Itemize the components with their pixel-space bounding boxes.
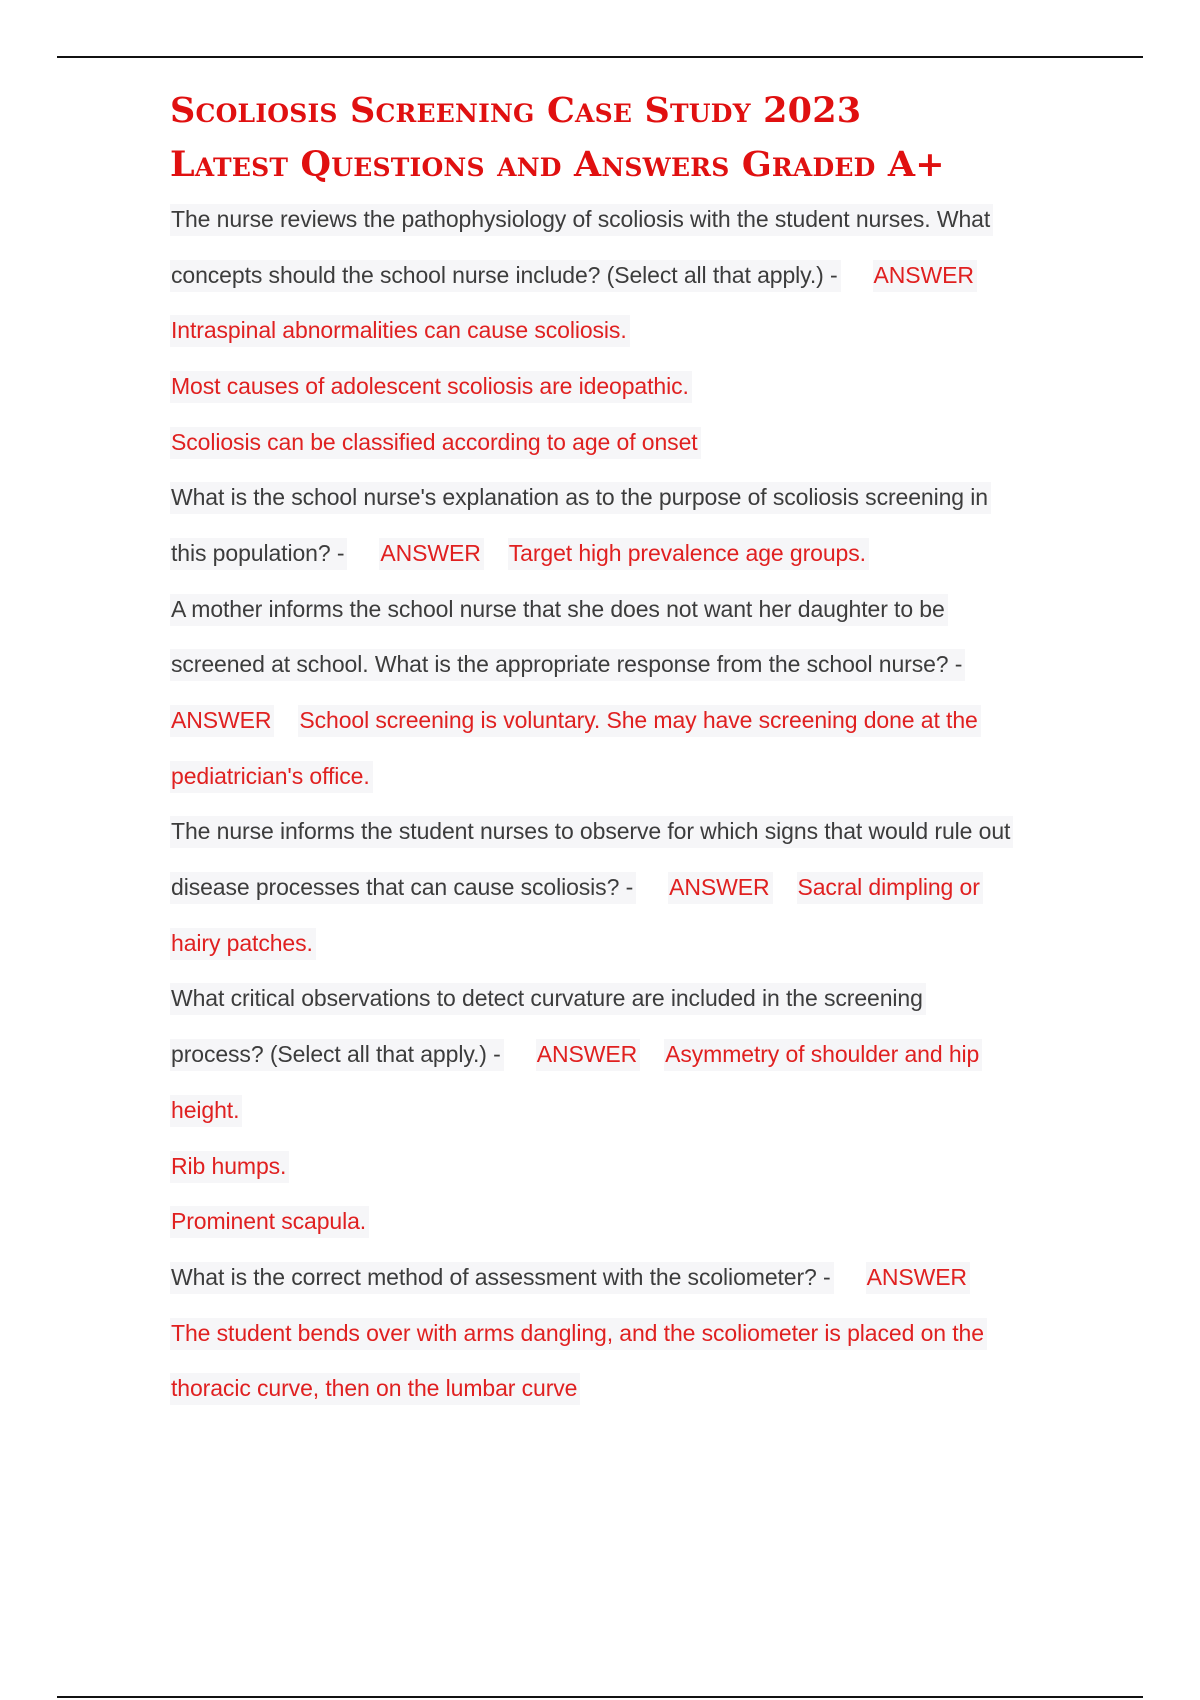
answer-text: The student bends over with arms dangling, and the scoliometer is placed on the bbox=[170, 1318, 987, 1350]
answer-text: hairy patches. bbox=[170, 928, 316, 960]
answer-label: ANSWER bbox=[170, 705, 274, 737]
question-text: The nurse informs the student nurses to observe for which signs that would rule out bbox=[170, 816, 1013, 848]
question-2-line-1 bbox=[170, 470, 1090, 526]
answer-3-line-1 bbox=[170, 693, 1090, 749]
answer-text: School screening is voluntary. She may have screening done at the bbox=[298, 705, 980, 737]
document-title bbox=[170, 84, 1090, 192]
answer-1-item-1 bbox=[170, 303, 1090, 359]
question-text: screened at school. What is the appropriate response from the school nurse? - bbox=[170, 649, 965, 681]
question-text: disease processes that can cause scoliosis? - bbox=[170, 872, 636, 904]
question-text: process? (Select all that apply.) - bbox=[170, 1039, 504, 1071]
answer-1-item-2 bbox=[170, 359, 1090, 415]
answer-label: ANSWER bbox=[379, 538, 483, 570]
answer-text: height. bbox=[170, 1095, 242, 1127]
title-line-2: Latest Questions and Answers Graded A+ bbox=[170, 144, 945, 185]
document-page bbox=[170, 84, 1090, 1417]
answer-label: ANSWER bbox=[873, 260, 977, 292]
question-3-line-2 bbox=[170, 638, 1090, 694]
answer-4-line-2 bbox=[170, 916, 1090, 972]
question-4-line-1 bbox=[170, 805, 1090, 861]
question-1-line-2 bbox=[170, 248, 1090, 304]
question-text: A mother informs the school nurse that she does not want her daughter to be bbox=[170, 594, 948, 626]
question-text: What critical observations to detect curvature are included in the screening bbox=[170, 983, 926, 1015]
answer-1-item-3 bbox=[170, 415, 1090, 471]
title-line-1: Scoliosis Screening Case Study 2023 bbox=[170, 90, 862, 131]
answer-text: Most causes of adolescent scoliosis are ideopathic. bbox=[170, 371, 692, 403]
answer-label: ANSWER bbox=[536, 1039, 640, 1071]
question-5-line-2 bbox=[170, 1027, 1090, 1083]
answer-3-line-2 bbox=[170, 749, 1090, 805]
answer-5-item-3 bbox=[170, 1194, 1090, 1250]
answer-5-item-1 bbox=[170, 1083, 1090, 1139]
bottom-rule bbox=[57, 1696, 1143, 1698]
question-text: this population? - bbox=[170, 538, 347, 570]
answer-label: ANSWER bbox=[668, 872, 772, 904]
answer-text: Intraspinal abnormalities can cause scoliosis. bbox=[170, 315, 630, 347]
answer-text: Prominent scapula. bbox=[170, 1206, 369, 1238]
answer-text: thoracic curve, then on the lumbar curve bbox=[170, 1373, 580, 1405]
answer-5-item-2 bbox=[170, 1139, 1090, 1195]
question-text: concepts should the school nurse include? (Select all that apply.) - bbox=[170, 260, 841, 292]
answer-text: pediatrician's office. bbox=[170, 761, 373, 793]
top-rule bbox=[57, 56, 1143, 58]
answer-text: Sacral dimpling or bbox=[797, 872, 983, 904]
answer-text: Asymmetry of shoulder and hip bbox=[664, 1039, 982, 1071]
answer-6-line-1 bbox=[170, 1306, 1090, 1362]
question-text: What is the correct method of assessment with the scoliometer? - bbox=[170, 1262, 834, 1294]
question-6-line-1 bbox=[170, 1250, 1090, 1306]
question-text: The nurse reviews the pathophysiology of scoliosis with the student nurses. What bbox=[170, 204, 993, 236]
answer-6-line-2 bbox=[170, 1361, 1090, 1417]
question-1-line-1 bbox=[170, 192, 1090, 248]
question-5-line-1 bbox=[170, 972, 1090, 1028]
answer-label: ANSWER bbox=[866, 1262, 970, 1294]
answer-text: Target high prevalence age groups. bbox=[508, 538, 869, 570]
question-3-line-1 bbox=[170, 582, 1090, 638]
question-4-line-2 bbox=[170, 860, 1090, 916]
question-2-line-2 bbox=[170, 526, 1090, 582]
answer-text: Rib humps. bbox=[170, 1151, 289, 1183]
answer-text: Scoliosis can be classified according to age of onset bbox=[170, 427, 701, 459]
question-text: What is the school nurse's explanation as to the purpose of scoliosis screening in bbox=[170, 482, 991, 514]
